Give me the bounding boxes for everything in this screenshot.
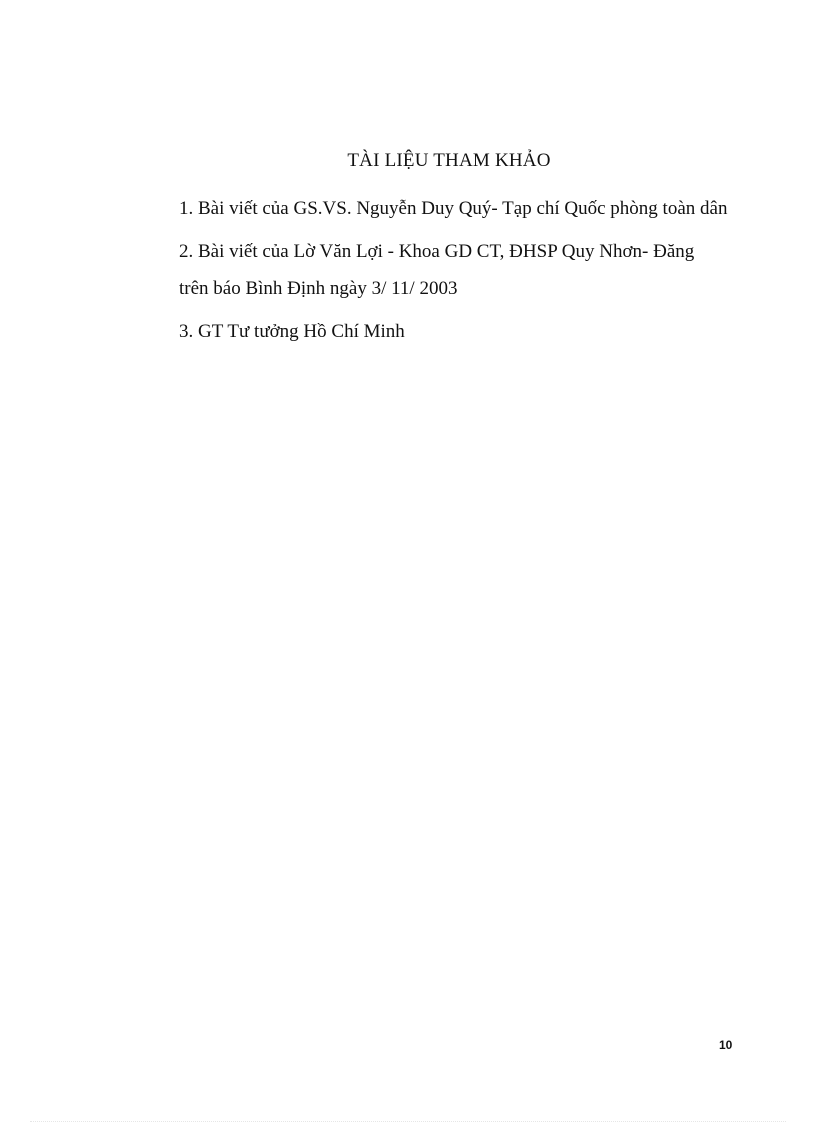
reference-text: 1. Bài viết của GS.VS. Nguyễn Duy Quý- Tạp chí Quốc phòng toàn dân — [179, 198, 728, 219]
page-number: 10 — [719, 1038, 733, 1052]
reference-list — [179, 190, 739, 356]
reference-text: 3. GT Tư tưởng Hồ Chí Minh — [179, 321, 405, 342]
page-title: TÀI LIỆU THAM KHẢO — [347, 150, 551, 171]
reference-text: 2. Bài viết của Lờ Văn Lợi - Khoa GD CT, ĐHSP Quy Nhơn- Đăng — [179, 241, 695, 262]
reference-item-2 — [179, 233, 739, 307]
reference-item-1 — [179, 190, 739, 227]
page-divider — [30, 1121, 786, 1122]
reference-item-3 — [179, 313, 739, 350]
reference-text-continuation: trên báo Bình Định ngày 3/ 11/ 2003 — [179, 278, 458, 299]
